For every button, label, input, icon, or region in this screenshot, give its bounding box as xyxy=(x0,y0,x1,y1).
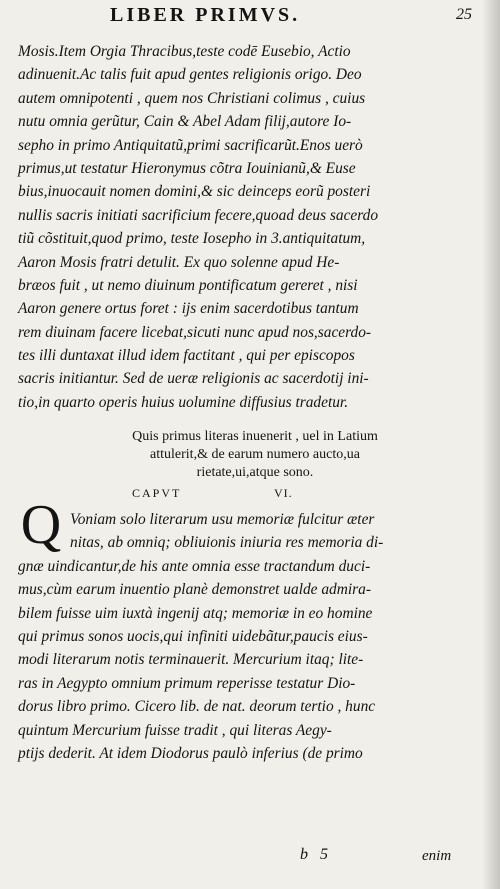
chapter-number: VI. xyxy=(274,486,293,500)
text-line: modi literarum notis terminauerit. Mercurium itaq; lite- xyxy=(18,651,364,669)
catchword: enim xyxy=(422,848,452,864)
running-head: LIBER PRIMVS. xyxy=(110,4,301,26)
chapter-summary xyxy=(60,428,450,482)
text-line: bius,inuocauit nomen domini,& sic deinceps eorũ posteri xyxy=(18,183,371,201)
page-header xyxy=(0,4,500,32)
text-line: primus,ut testatur Hieronymus cõtra Iouinianũ,& Euse xyxy=(18,159,356,177)
text-line: adinuenit.Ac talis fuit apud gentes religionis origo. Deo xyxy=(18,66,362,84)
summary-line: attulerit,& de earum numero aucto,ua xyxy=(150,447,360,462)
text-line: autem omnipotenti , quem nos Christiani colimus , cuius xyxy=(18,89,366,107)
text-line: Aaron genere ortus foret : ijs enim sacerdotibus tantum xyxy=(18,300,359,318)
text-line: dorus libro primo. Cicero lib. de nat. deorum tertio , hunc xyxy=(18,698,376,716)
text-line: Voniam solo literarum usu memoriæ fulcitur æter xyxy=(70,511,375,528)
text-line: mus,cùm earum inuentio planè demonstret ualde admira- xyxy=(18,581,371,599)
folio-number: 25 xyxy=(456,6,472,23)
text-line: sepho in primo Antiquitatũ,primi sacrificarũt.Enos uerò xyxy=(18,136,363,154)
chapter-label: CAPVT xyxy=(132,486,182,500)
page-footer xyxy=(0,846,500,870)
text-line: bilem fuisse uim iuxtà ingenij atq; memoriæ in eo homine xyxy=(18,604,373,622)
text-line: tes illi duntaxat illud idem factitant , qui per episcopos xyxy=(18,347,355,365)
drop-cap-initial: Q xyxy=(20,494,62,556)
text-line: nitas, ab omniq; obliuionis iniuria res memoria di- xyxy=(70,534,384,552)
chapter-text-block xyxy=(18,508,483,765)
text-line: ras in Aegypto omnium primum reperisse testatur Dio- xyxy=(18,674,356,692)
text-line: rem diuinam facere licebat,sicuti nunc apud nos,sacerdo- xyxy=(18,323,372,341)
text-line: nutu omnia gerũtur, Cain & Abel Adam filij,autore Io- xyxy=(18,113,352,131)
summary-line: Quis primus literas inuenerit , uel in Latium xyxy=(132,429,378,444)
main-text-block xyxy=(18,40,483,414)
text-line: nullis sacris initiati sacrificium fecere,quoad deus sacerdo xyxy=(18,206,379,224)
text-line: Mosis.Item Orgia Thracibus,teste codē Eusebio, Actio xyxy=(18,43,351,60)
text-line: tio,in quarto operis huius uolumine diffusius tradetur. xyxy=(18,393,349,411)
text-line: qui primus sonos uocis,qui infiniti uidebãtur,paucis eius- xyxy=(18,627,368,645)
text-line: tiũ cõstituit,quod primo, teste Iosepho in 3.antiquitatum, xyxy=(18,230,366,248)
summary-line: rietate,ui,atque sono. xyxy=(196,465,314,480)
text-line: bræos fuit , ut nemo diuinum pontificatum gereret , nisi xyxy=(18,276,358,294)
text-line: sacris initiantur. Sed de ueræ religionis ac sacerdotij ini- xyxy=(18,370,369,388)
page-gutter-shadow xyxy=(482,0,500,889)
text-line: quintum Mercurium fuisse tradit , qui literas Aegy- xyxy=(18,721,332,739)
signature-mark: b 5 xyxy=(300,846,332,863)
text-line: Aaron Mosis fratri detulit. Ex quo solenne apud He- xyxy=(18,253,340,271)
chapter-heading xyxy=(0,486,500,504)
text-line: ptijs dederit. At idem Diodorus paulò inferius (de primo xyxy=(18,744,363,762)
text-line: gnæ uindicantur,de his ante omnia esse tractandum duci- xyxy=(18,557,371,575)
